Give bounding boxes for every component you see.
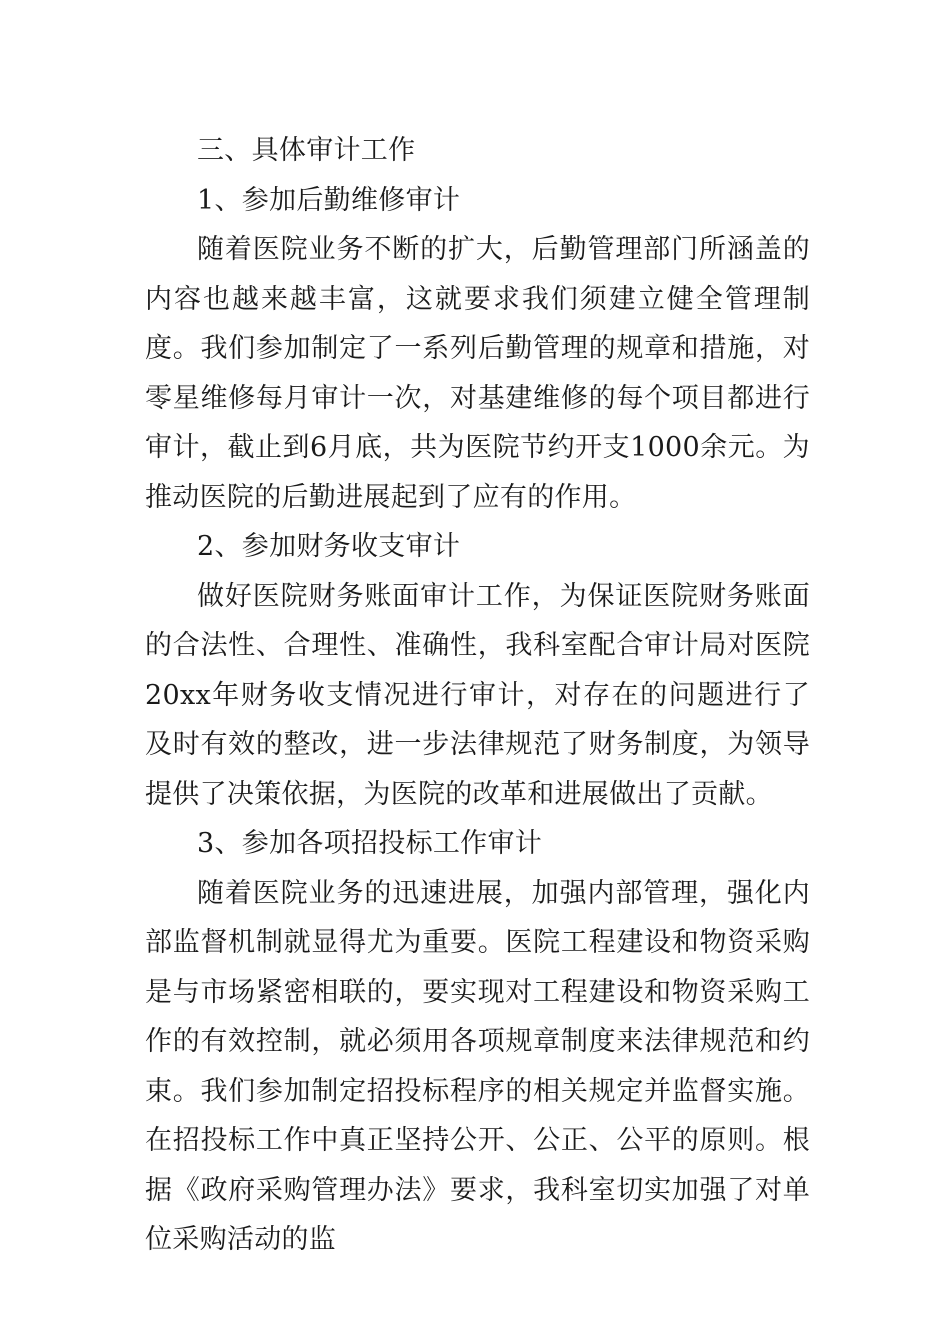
paragraph-2: 做好医院财务账面审计工作，为保证医院财务账面的合法性、合理性、准确性，我科室配合审计局对医院20xx年财务收支情况进行审计，对存在的问题进行了及时有效的整改，进一步法律规范了财务制度，为领导提供了决策依据，为医院的改革和进展做出了贡献。 xyxy=(145,580,810,810)
document-body xyxy=(145,126,810,1265)
subsection-heading-3: 3、参加各项招投标工作审计 xyxy=(197,828,543,859)
subsection-heading-1: 1、参加后勤维修审计 xyxy=(197,184,461,216)
paragraph-3: 随着医院业务的迅速进展，加强内部管理，强化内部监督机制就显得尤为重要。医院工程建设和物资采购是与市场紧密相联的，要实现对工程建设和物资采购工作的有效控制，就必须用各项规章制度来法律规范和约束。我们参加制定招投标程序的相关规定并监督实施。在招投标工作中真正坚持公开、公正、公平的原则。根据《政府采购管理办法》要求，我科室切实加强了对单位采购活动的监 xyxy=(145,877,810,1255)
section-heading: 三、具体审计工作 xyxy=(197,135,416,166)
subsection-heading-2: 2、参加财务收支审计 xyxy=(197,531,461,562)
paragraph-1: 随着医院业务不断的扩大，后勤管理部门所涵盖的内容也越来越丰富，这就要求我们须建立健全管理制度。我们参加制定了一系列后勤管理的规章和措施，对零星维修每月审计一次，对基建维修的每个项目都进行审计，截止到6月底，共为医院节约开支1000余元。为推动医院的后勤进展起到了应有的作用。 xyxy=(145,234,810,513)
